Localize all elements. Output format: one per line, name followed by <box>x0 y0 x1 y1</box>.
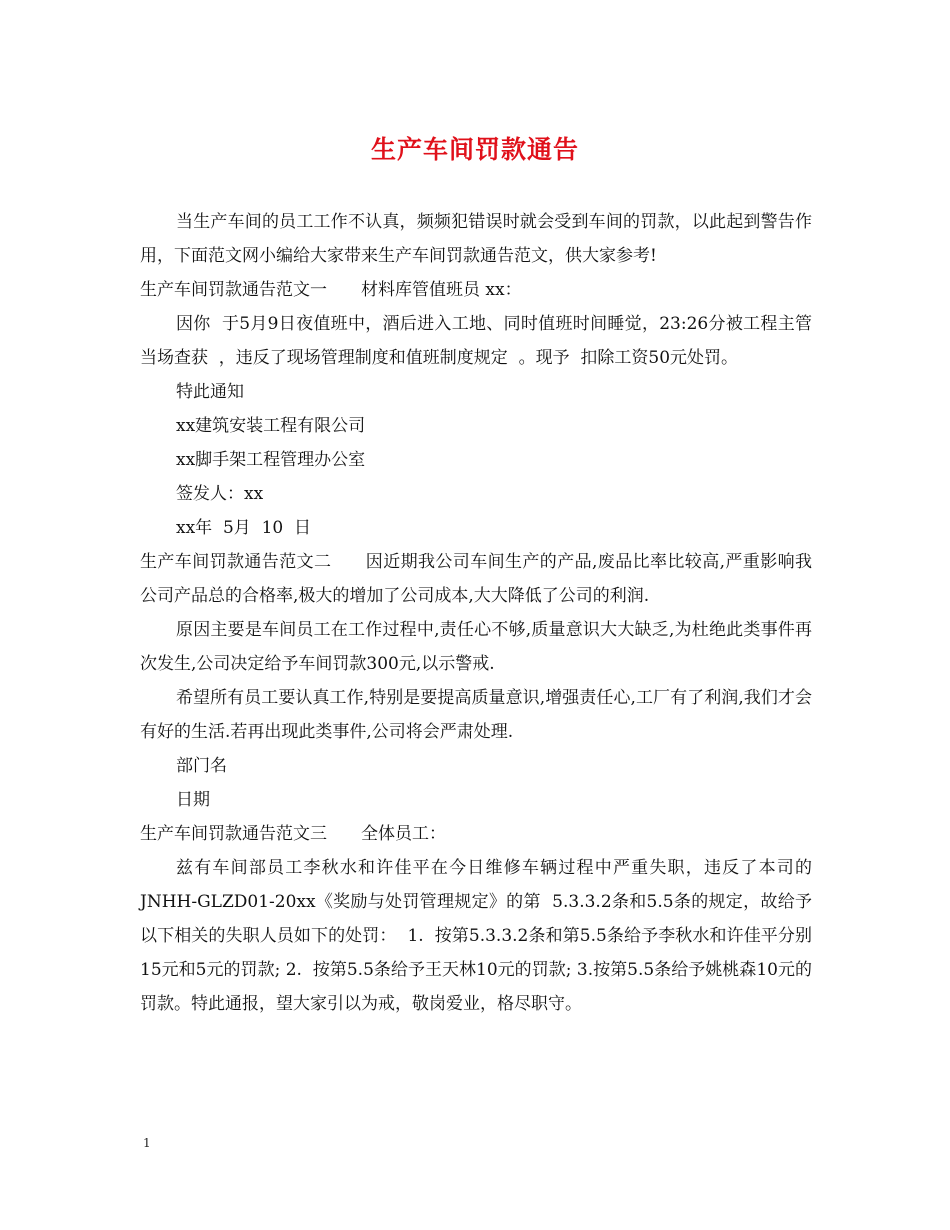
document-body <box>140 205 818 1021</box>
sample1-notice: 特此通知 <box>176 382 244 402</box>
sample3-body: 兹有车间部员工李秋水和许佳平在今日维修车辆过程中严重失职，违反了本司的 JNHH-GLZD01-20xx《奖励与处罚管理规定》的第 5.3.3.2条和5.5条的规定，故给予以下相关的失职人员如下的处罚： 1. 按第5.3.3.2条和第5.5条给予李秋水和许佳平分别15元和5元的罚款; 2. 按第5.5条给予王天林10元的罚款; 3.按第5.5条给予姚桃森10元的罚款。特此通报，望大家引以为戒，敬岗爱业，格尽职守。 <box>140 858 818 1014</box>
sample2-heading: 生产车间罚款通告范文二 <box>140 552 332 572</box>
sample2-body2: 原因主要是车间员工在工作过程中,责任心不够,质量意识大大缺乏,为杜绝此类事件再次发生,公司决定给予车间罚款300元,以示警戒. <box>140 620 812 674</box>
sample1-company: xx建筑安装工程有限公司 <box>176 416 366 436</box>
sample1-office: xx脚手架工程管理办公室 <box>176 450 366 470</box>
sample3-heading: 生产车间罚款通告范文三 <box>140 824 327 844</box>
sample2-body3: 希望所有员工要认真工作,特别是要提高质量意识,增强责任心,工厂有了利润,我们才会有好的生活.若再出现此类事件,公司将会严肃处理. <box>140 688 812 742</box>
sample3-heading-line <box>140 817 812 851</box>
sample2-body1: 因近期我公司车间生产的产品,废品比率比较高,严重影响我公司产品总的合格率,极大的增加了公司成本,大大降低了公司的利润. <box>140 552 813 606</box>
sample2-date: 日期 <box>176 790 210 810</box>
page-number: 1 <box>143 1136 151 1150</box>
document-title: 生产车间罚款通告 <box>370 135 579 164</box>
sample1-heading: 生产车间罚款通告范文一 <box>140 280 327 300</box>
sample1-heading-line <box>140 273 812 307</box>
sample1-date: xx年 5月 10 日 <box>176 518 312 538</box>
sample1-addressee: 材料库管值班员 xx： <box>361 280 522 300</box>
sample1-signer: 签发人：xx <box>176 484 264 504</box>
intro-paragraph: 当生产车间的员工工作不认真，频频犯错误时就会受到车间的罚款，以此起到警告作用，下面范文网小编给大家带来生产车间罚款通告范文，供大家参考! <box>140 212 812 266</box>
sample1-body: 因你 于5月9日夜值班中，酒后进入工地、同时值班时间睡觉，23:26分被工程主管当场查获 ，违反了现场管理制度和值班制度规定 。现予 扣除工资50元处罚。 <box>140 314 812 368</box>
sample3-addressee: 全体员工： <box>361 824 446 844</box>
sample2-heading-line <box>140 545 812 613</box>
sample2-dept: 部门名 <box>176 756 227 776</box>
